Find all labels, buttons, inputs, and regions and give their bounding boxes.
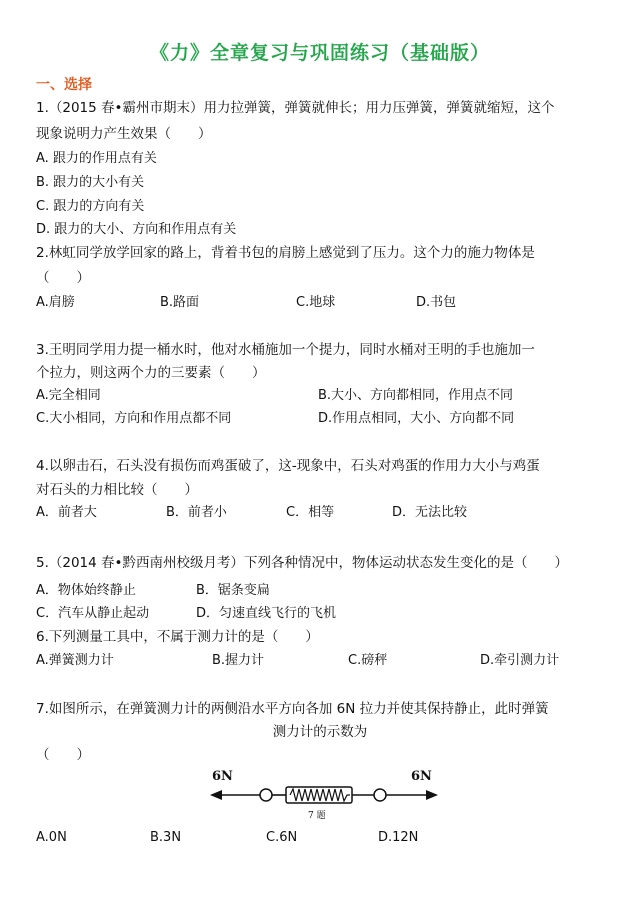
q5-stem-line1: 5.（2014 春•黔西南州校级月考）下列各种情况中，物体运动状态发生变化的是（ ） bbox=[36, 555, 568, 571]
q5-option-d: D．匀速直线飞行的飞机 bbox=[196, 606, 337, 621]
q5-option-a: A．物体始终静止 bbox=[36, 583, 136, 598]
spring-scale-figure bbox=[200, 762, 450, 824]
q7-option-c: C.6N bbox=[266, 830, 298, 845]
q6-option-d: D.牵引测力计 bbox=[480, 653, 560, 668]
q4-stem-line1: 4.以卵击石，石头没有损伤而鸡蛋破了，这-现象中，石头对鸡蛋的作用力大小与鸡蛋 bbox=[36, 458, 540, 474]
q3-option-b: B.大小、方向都相同，作用点不同 bbox=[318, 388, 514, 403]
figure-caption: 7 题 bbox=[308, 811, 326, 821]
q6-stem-line1: 6.下列测量工具中，不属于测力计的是（ ） bbox=[36, 629, 319, 645]
q4-option-d: D．无法比较 bbox=[392, 505, 468, 520]
q3-stem-line2: 个拉力，则这两个力的三要素（ ） bbox=[36, 365, 266, 381]
right-force-label: 6N bbox=[411, 769, 432, 784]
q4-option-c: C．相等 bbox=[286, 505, 335, 520]
q4-stem-line2: 对石头的力相比较（ ） bbox=[36, 482, 198, 498]
q3-stem-line1: 3.王明同学用力提一桶水时，他对水桶施加一个提力，同时水桶对王明的手也施加一 bbox=[36, 342, 535, 358]
q1-option-b: B. 跟力的大小有关 bbox=[36, 175, 145, 190]
q6-option-c: C.磅秤 bbox=[348, 653, 388, 668]
q1-stem-line1: 1.（2015 春•霸州市期末）用力拉弹簧，弹簧就伸长；用力压弹簧，弹簧就缩短，这个 bbox=[36, 100, 555, 116]
q5-option-b: B．锯条变扁 bbox=[196, 583, 270, 598]
q2-stem-line2: （ ） bbox=[36, 270, 90, 286]
q3-option-d: D.作用点相同，大小、方向都不同 bbox=[318, 411, 515, 426]
page-title: 《力》全章复习与巩固练习（基础版） bbox=[149, 42, 490, 64]
q7-option-a: A.0N bbox=[36, 830, 67, 845]
q4-option-a: A．前者大 bbox=[36, 505, 97, 520]
q7-stem-line3: （ ） bbox=[36, 747, 90, 763]
q2-option-b: B.路面 bbox=[160, 295, 200, 310]
q3-option-c: C.大小相同，方向和作用点都不同 bbox=[36, 411, 232, 426]
q5-option-c: C．汽车从静止起动 bbox=[36, 606, 150, 621]
section-heading: 一、选择 bbox=[36, 77, 92, 93]
left-ring bbox=[260, 789, 272, 801]
q4-option-b: B．前者小 bbox=[166, 505, 227, 520]
right-arrowhead bbox=[426, 790, 438, 800]
left-arrowhead bbox=[210, 790, 222, 800]
q2-stem-line1: 2.林虹同学放学回家的路上，背着书包的肩膀上感觉到了压力。这个力的施力物体是 bbox=[36, 245, 535, 261]
q7-stem-line1: 7.如图所示，在弹簧测力计的两侧沿水平方向各加 6N 拉力并使其保持静止，此时弹簧 bbox=[36, 701, 549, 717]
q3-option-a: A.完全相同 bbox=[36, 388, 101, 403]
q7-option-d: D.12N bbox=[378, 830, 419, 845]
q1-option-d: D. 跟力的大小、方向和作用点有关 bbox=[36, 222, 237, 237]
q2-option-d: D.书包 bbox=[416, 295, 457, 310]
q1-stem-line2: 现象说明力产生效果（ ） bbox=[36, 126, 212, 142]
q1-option-c: C. 跟力的方向有关 bbox=[36, 199, 145, 214]
q2-option-c: C.地球 bbox=[296, 295, 336, 310]
q2-option-a: A.肩膀 bbox=[36, 295, 75, 310]
right-ring bbox=[374, 789, 386, 801]
left-force-label: 6N bbox=[212, 769, 233, 784]
q6-option-b: B.握力计 bbox=[212, 653, 265, 668]
q6-option-a: A.弹簧测力计 bbox=[36, 653, 114, 668]
q7-stem-line2: 测力计的示数为 bbox=[272, 724, 368, 740]
q7-option-b: B.3N bbox=[150, 830, 182, 845]
q1-option-a: A. 跟力的作用点有关 bbox=[36, 151, 157, 166]
